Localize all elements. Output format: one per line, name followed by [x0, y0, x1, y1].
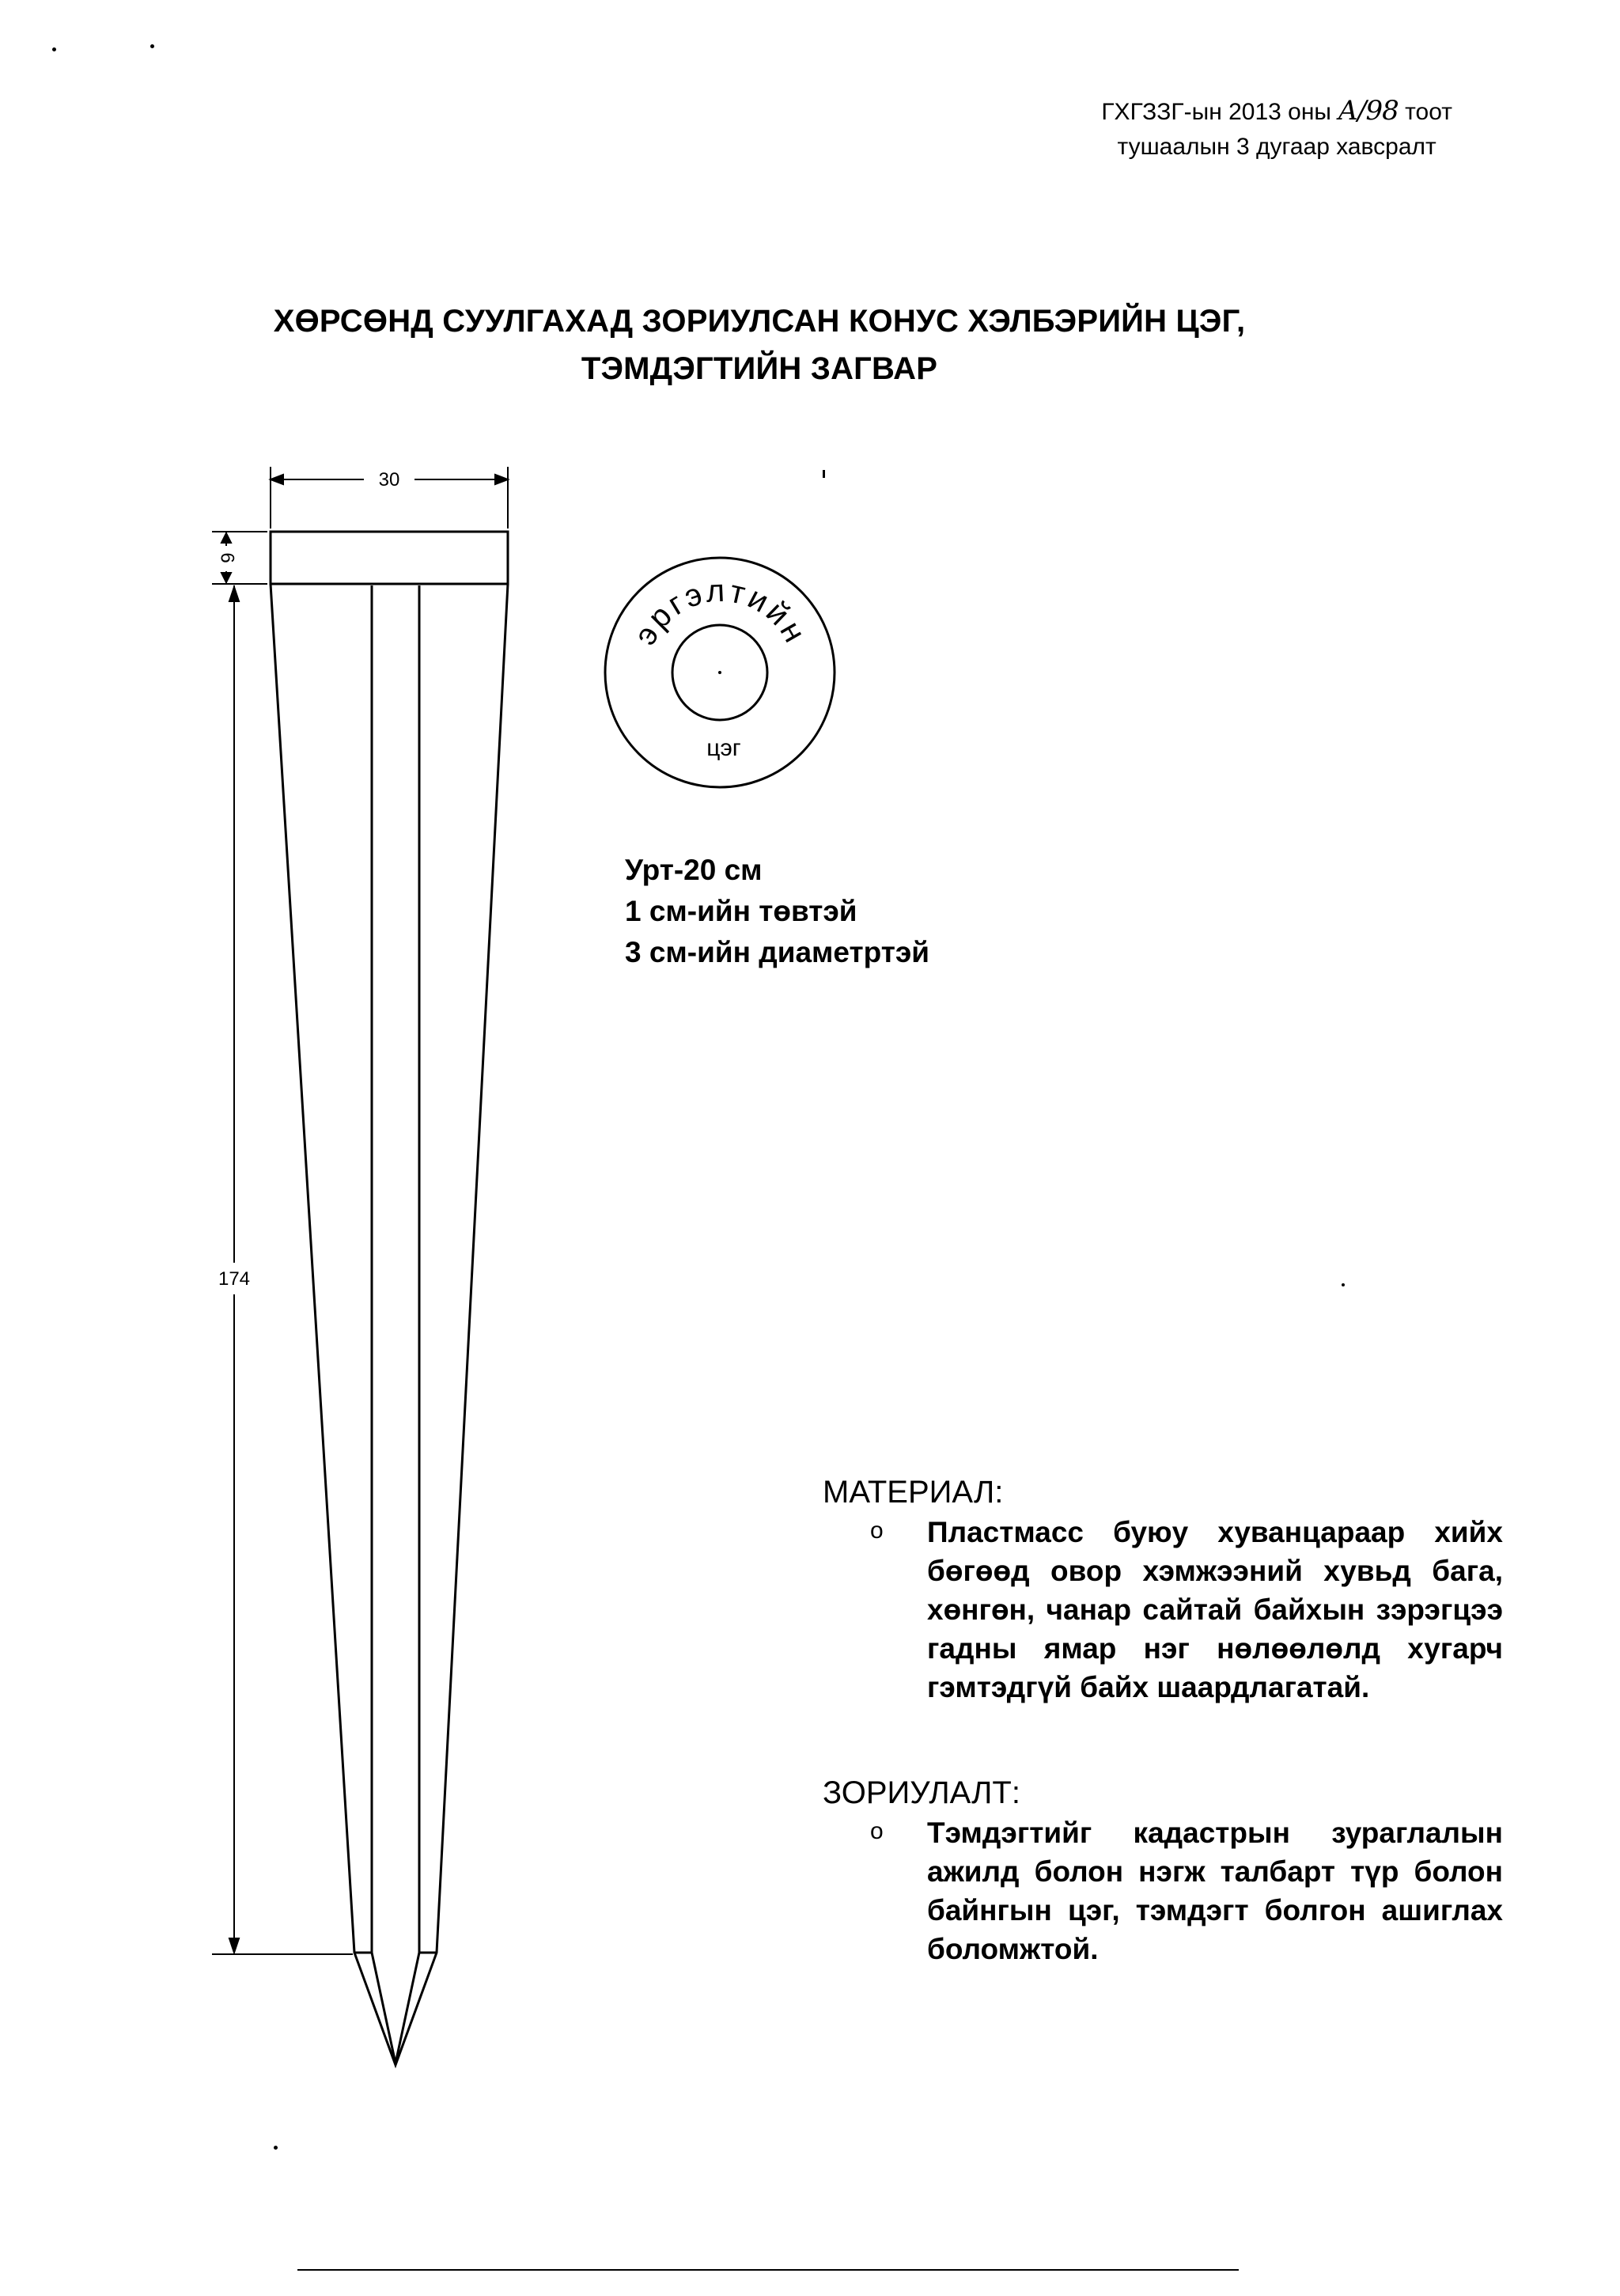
spec-length: Урт-20 см: [625, 854, 763, 886]
purpose-heading: ЗОРИУЛАЛТ:: [823, 1775, 1020, 1810]
marker-emblem: [605, 558, 835, 787]
cone-cap: [271, 532, 508, 584]
footer-rule: [297, 2269, 1239, 2271]
cap-dimension-label: 6: [216, 552, 238, 563]
length-arrow-bottom: [229, 1938, 239, 1953]
reference-line-2: тушаалын 3 дугаар хавсралт: [1117, 134, 1436, 160]
material-item: [870, 1513, 1503, 1750]
width-dimension-label: 30: [378, 469, 400, 491]
order-number: А/98: [1338, 95, 1399, 127]
material-heading: МАТЕРИАЛ:: [823, 1475, 1004, 1510]
cap-arrow-top: [221, 533, 231, 543]
width-arrow-left: [271, 475, 283, 484]
bullet-circle-icon: o: [870, 1517, 884, 1544]
reference-suffix: тоот: [1405, 99, 1452, 125]
bullet-circle-icon: o: [870, 1818, 884, 1844]
scan-speck: [823, 470, 825, 478]
emblem-center-point: [718, 671, 721, 674]
scan-speck: [52, 47, 56, 51]
cone-outline: [271, 584, 508, 2065]
reference-prefix: ГХГЗЗГ-ын 2013 оны: [1101, 99, 1331, 125]
scan-speck: [1342, 1283, 1345, 1286]
title-line-2: ТЭМДЭГТИЙН ЗАГВАР: [581, 351, 938, 386]
purpose-text: Тэмдэгтийг кадастрын зураглалын ажилд болон нэгж талбарт түр болон байнгын цэг, тэмдэгт болгон ашиглах боломжтой.: [927, 1817, 1503, 1965]
material-text: Пластмасс буюу хуванцараар хийх бөгөөд овор хэмжээний хувьд бага, хөнгөн, чанар сайтай байхын зэрэгцээ гадны ямар нэг нөлөөлөлд хугарч гэмтэдгүй байх шаардлагатай.: [927, 1516, 1503, 1703]
scan-speck: [150, 44, 154, 48]
purpose-item: [870, 1813, 1503, 1987]
spec-top: 1 см-ийн төвтэй: [625, 895, 857, 927]
cone-inner-shaft: [372, 585, 419, 2063]
spec-diameter: 3 см-ийн диаметртэй: [625, 936, 930, 968]
length-dimension-label: 174: [218, 1268, 251, 1290]
emblem-arc-text: эргэлтийн: [627, 573, 814, 651]
specifications: [625, 850, 929, 973]
length-arrow-top: [229, 587, 239, 601]
cap-arrow-bottom: [221, 573, 231, 582]
emblem-bottom-text: цэг: [706, 735, 741, 761]
width-arrow-right: [495, 475, 508, 484]
title-line-1: ХӨРСӨНД СУУЛГАХАД ЗОРИУЛСАН КОНУС ХЭЛБЭРИЙН ЦЭГ,: [273, 304, 1246, 339]
scan-speck: [274, 2146, 278, 2150]
